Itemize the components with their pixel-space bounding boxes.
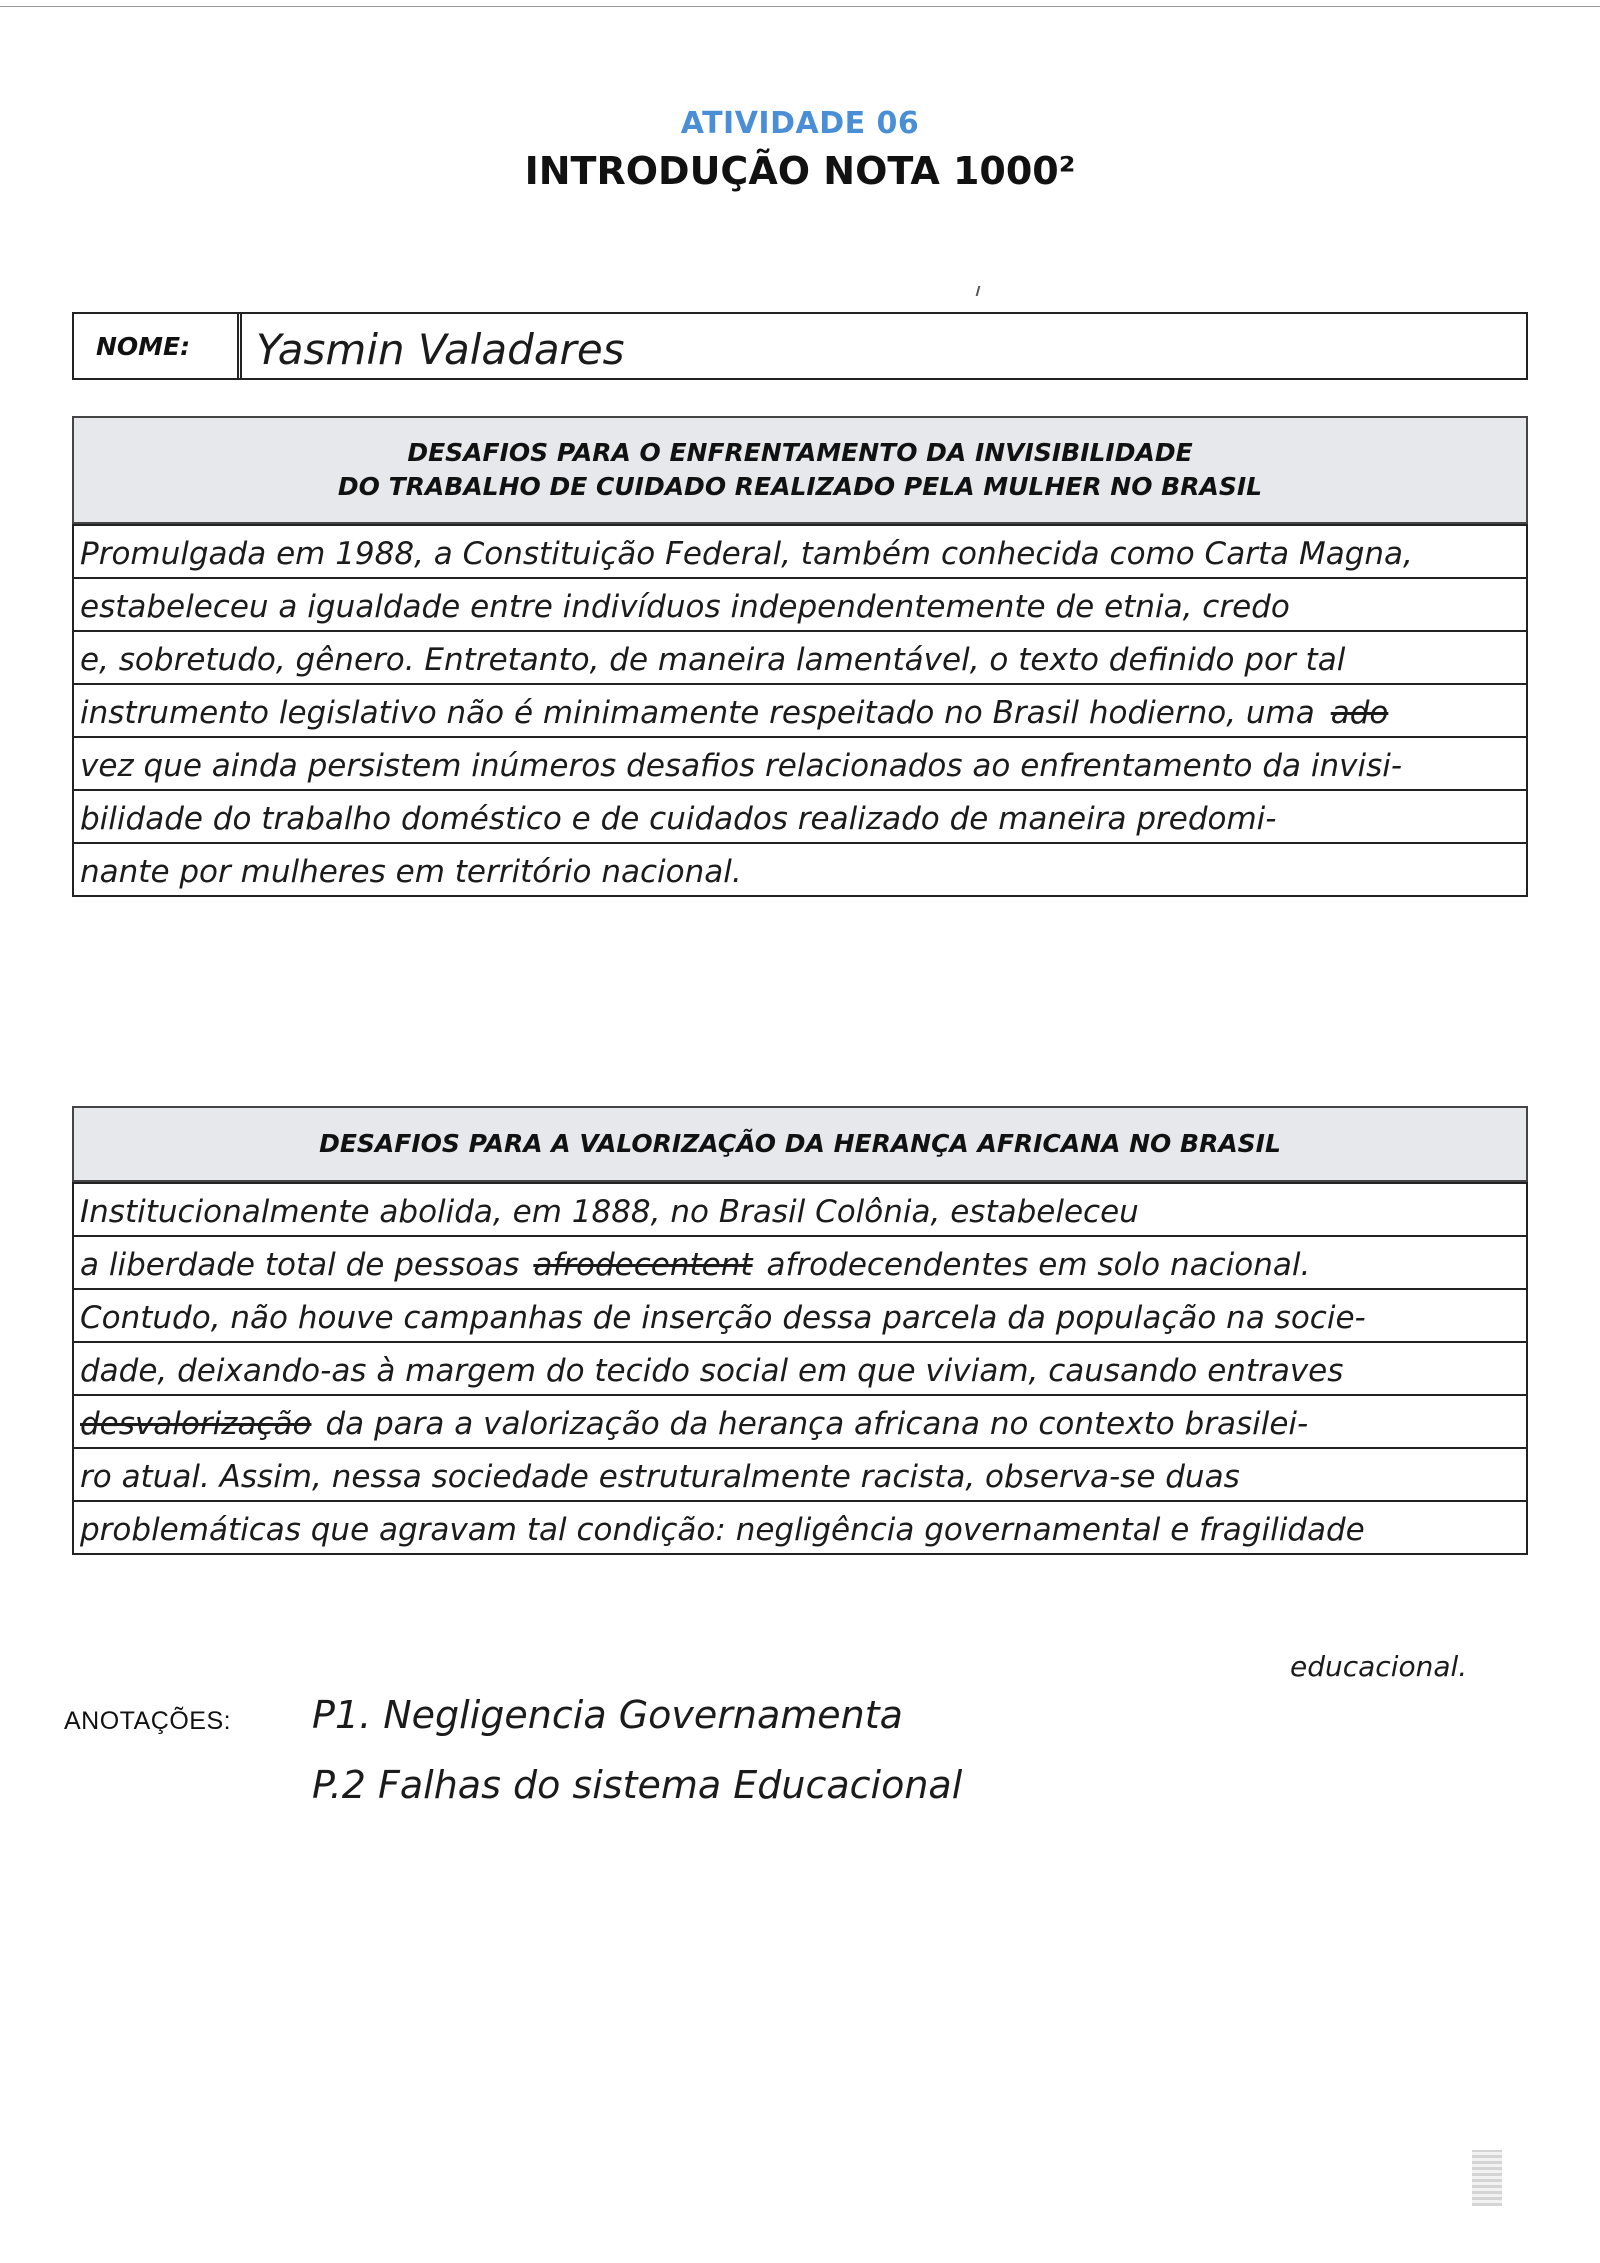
activity-label: ATIVIDADE 06 [680, 106, 920, 141]
writing-line: bilidade do trabalho doméstico e de cuidados realizado de maneira predomi- [74, 789, 1526, 842]
writing-line: dade, deixando-as à margem do tecido social em que viviam, causando entraves [74, 1341, 1526, 1394]
line-text: afrodecendentes em solo nacional. [766, 1247, 1311, 1283]
theme-box-2: DESAFIOS PARA A VALORIZAÇÃO DA HERANÇA AFRICANA NO BRASIL [72, 1106, 1528, 1182]
writing-line: vez que ainda persistem inúmeros desafios relacionados ao enfrentamento da invisi- [74, 736, 1526, 789]
name-value: Yasmin Valadares [256, 325, 625, 374]
writing-line [74, 1394, 1526, 1447]
name-label: NOME: [74, 314, 242, 378]
writing-line: ro atual. Assim, nessa sociedade estruturalmente racista, observa-se duas [74, 1447, 1526, 1500]
writing-line: e, sobretudo, gênero. Entretanto, de maneira lamentável, o texto definido por tal [74, 630, 1526, 683]
note-item: P1. Negligencia Governamenta [312, 1693, 903, 1737]
writing-line: nante por mulheres em território nacional. [74, 842, 1526, 895]
overflow-word: educacional. [1290, 1650, 1468, 1683]
struck-text: ado [1330, 695, 1389, 731]
note-item: P.2 Falhas do sistema Educacional [312, 1763, 963, 1807]
top-rule [0, 6, 1600, 7]
writing-line: Promulgada em 1988, a Constituição Federal, também conhecida como Carta Magna, [74, 524, 1526, 577]
stray-mark [976, 286, 981, 296]
name-field[interactable] [72, 312, 1528, 380]
struck-text: afrodecentent [533, 1247, 753, 1283]
page-title: INTRODUÇÃO NOTA 1000² [524, 149, 1076, 193]
writing-area-1[interactable] [72, 524, 1528, 897]
line-text: a liberdade total de pessoas [80, 1247, 520, 1283]
writing-line: Institucionalmente abolida, em 1888, no Brasil Colônia, estabeleceu [74, 1182, 1526, 1235]
writing-line: problemáticas que agravam tal condição: negligência governamental e fragilidade [74, 1500, 1526, 1553]
page-stamp [1472, 2150, 1502, 2206]
line-text: instrumento legislativo não é minimamente respeitado no Brasil hodierno, uma [80, 695, 1315, 731]
writing-line: Contudo, não houve campanhas de inserção dessa parcela da população na socie- [74, 1288, 1526, 1341]
writing-line: estabeleceu a igualdade entre indivíduos independentemente de etnia, credo [74, 577, 1526, 630]
writing-line [74, 1235, 1526, 1288]
theme-box-1: DESAFIOS PARA O ENFRENTAMENTO DA INVISIBILIDADE DO TRABALHO DE CUIDADO REALIZADO PELA MULHER NO BRASIL [72, 416, 1528, 524]
page-header [0, 104, 1600, 196]
writing-line [74, 683, 1526, 736]
writing-area-2[interactable] [72, 1182, 1528, 1555]
line-text: da para a valorização da herança africana no contexto brasilei- [325, 1406, 1309, 1442]
notes-label: ANOTAÇÕES: [64, 1707, 232, 1735]
struck-text: desvalorização [80, 1406, 312, 1442]
